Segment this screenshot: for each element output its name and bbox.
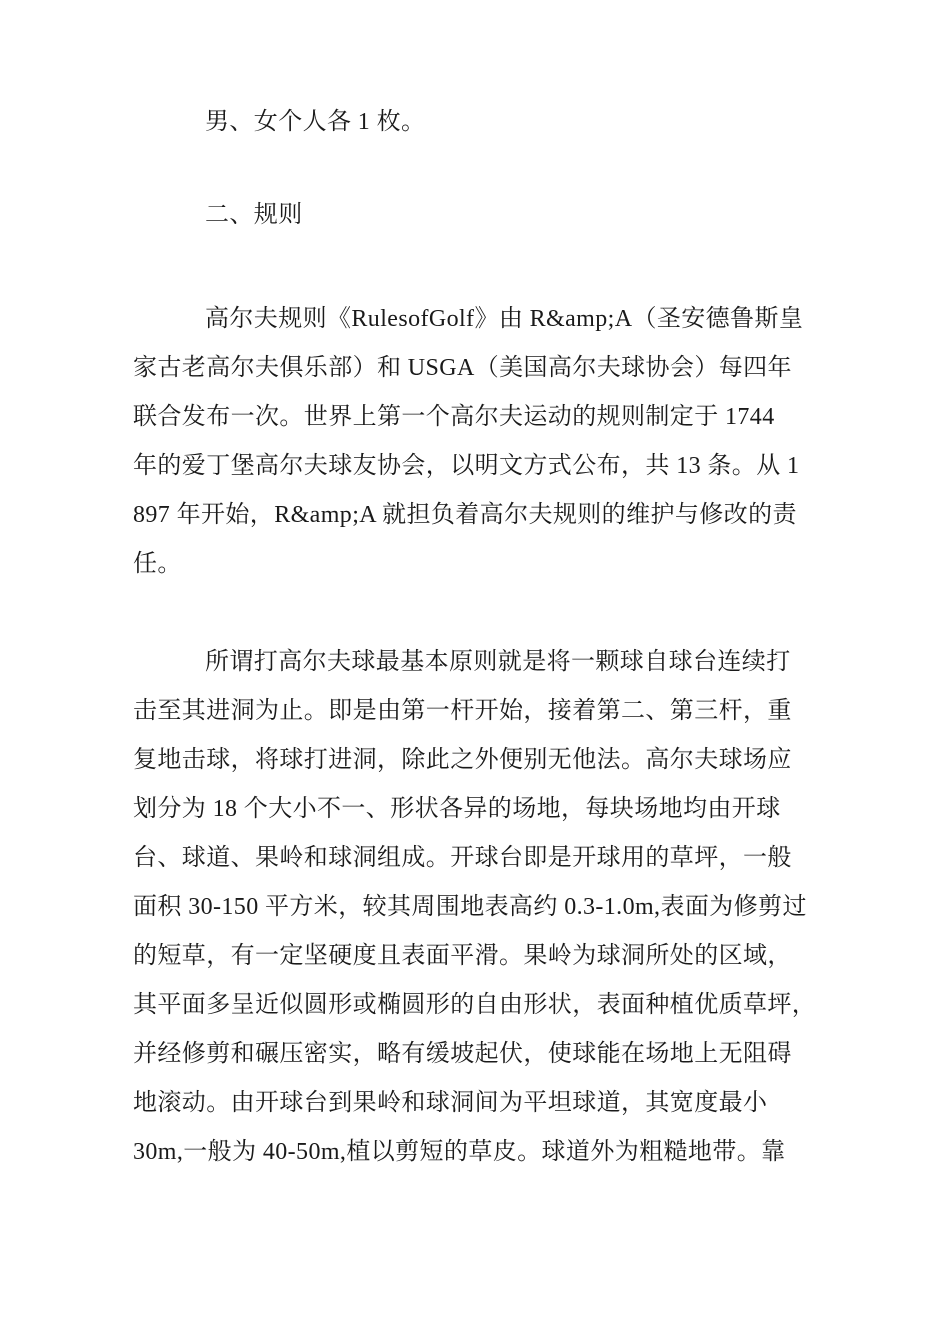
paragraph-rules-history	[133, 295, 833, 589]
text-line: 的短草，有一定坚硬度且表面平滑。果岭为球洞所处的区域，	[133, 943, 792, 969]
text-line: 男、女个人各 1 枚。	[205, 109, 426, 135]
heading-text: 二、规则	[205, 202, 303, 228]
text-line: 所谓打高尔夫球最基本原则就是将一颗球自球台连续打	[205, 649, 791, 675]
text-line: 地滚动。由开球台到果岭和球洞间为平坦球道，其宽度最小	[133, 1090, 768, 1116]
text-line: 30m,一般为 40-50m,植以剪短的草皮。球道外为粗糙地带。靠	[133, 1139, 786, 1165]
text-line: 台、球道、果岭和球洞组成。开球台即是开球用的草坪，一般	[133, 845, 792, 871]
text-line: 高尔夫规则《RulesofGolf》由 R&amp;A（圣安德鲁斯皇	[205, 306, 804, 332]
text-line: 面积 30-150 平方米，较其周围地表高约 0.3-1.0m,表面为修剪过	[133, 894, 807, 920]
text-line: 任。	[133, 551, 182, 577]
text-line: 联合发布一次。世界上第一个高尔夫运动的规则制定于 1744	[133, 404, 775, 430]
text-line: 家古老高尔夫俱乐部）和 USGA（美国高尔夫球协会）每四年	[133, 355, 792, 381]
text-line: 击至其进洞为止。即是由第一杆开始，接着第二、第三杆，重	[133, 698, 792, 724]
paragraph-basic-principles	[133, 638, 833, 1177]
text-line: 并经修剪和碾压密实，略有缓坡起伏，使球能在场地上无阻碍	[133, 1041, 792, 1067]
text-line: 复地击球，将球打进洞，除此之外便别无他法。高尔夫球场应	[133, 747, 792, 773]
text-line: 其平面多呈近似圆形或椭圆形的自由形状，表面种植优质草坪，	[133, 992, 817, 1018]
text-line: 划分为 18 个大小不一、形状各异的场地，每块场地均由开球	[133, 796, 781, 822]
section-heading-rules	[133, 191, 833, 240]
paragraph-medals	[133, 98, 833, 147]
text-line: 年的爱丁堡高尔夫球友协会，以明文方式公布，共 13 条。从 1	[133, 453, 800, 479]
text-line: 897 年开始，R&amp;A 就担负着高尔夫规则的维护与修改的责	[133, 502, 797, 528]
